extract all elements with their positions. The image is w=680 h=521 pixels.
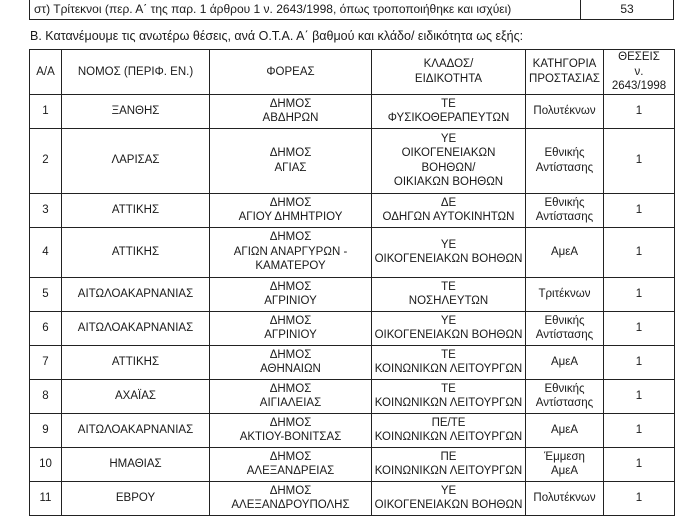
previous-table-last-row [29, 0, 674, 20]
table-row [30, 481, 675, 515]
category-tritekni-text: στ) Τρίτεκνοι (περ. Α΄ της παρ. 1 άρθρου 1 ν. 2643/1998, όπως τροποποιήθηκε και ισχύει) [30, 0, 581, 19]
table-header-row [30, 50, 675, 95]
cell-theseis: 1 [604, 481, 675, 515]
cell-nomos: ΑΤΤΙΚΗΣ [62, 227, 210, 277]
cell-klados: ΤΕ ΚΟΙΝΩΝΙΚΩΝ ΛΕΙΤΟΥΡΓΩΝ [372, 345, 526, 379]
cell-katigoria: Εθνικής Αντίστασης [526, 311, 604, 345]
cell-theseis: 1 [604, 311, 675, 345]
table-row [30, 94, 675, 128]
header-katigoria: ΚΑΤΗΓΟΡΙΑ ΠΡΟΣΤΑΣΙΑΣ [526, 50, 604, 95]
table-row [30, 227, 675, 277]
cell-katigoria: Εθνικής Αντίστασης [526, 128, 604, 193]
cell-theseis: 1 [604, 128, 675, 193]
cell-foreas: ΔΗΜΟΣ ΑΛΕΞΑΝΔΡΟΥΠΟΛΗΣ [210, 481, 372, 515]
table-row [30, 379, 675, 413]
cell-foreas: ΔΗΜΟΣ ΑΓΡΙΝΙΟΥ [210, 311, 372, 345]
cell-aa: 9 [30, 413, 62, 447]
cell-nomos: ΑΙΤΩΛΟΑΚΑΡΝΑΝΙΑΣ [62, 413, 210, 447]
cell-aa: 2 [30, 128, 62, 193]
cell-katigoria: Τριτέκνων [526, 277, 604, 311]
header-nomos: ΝΟΜΟΣ (ΠΕΡΙΦ. ΕΝ.) [62, 50, 210, 95]
cell-klados: ΤΕ ΦΥΣΙΚΟΘΕΡΑΠΕΥΤΩΝ [372, 94, 526, 128]
cell-foreas: ΔΗΜΟΣ ΑΛΕΞΑΝΔΡΕΙΑΣ [210, 447, 372, 481]
cell-nomos: ΑΤΤΙΚΗΣ [62, 193, 210, 227]
cell-katigoria: ΑμεΑ [526, 413, 604, 447]
cell-aa: 5 [30, 277, 62, 311]
cell-foreas: ΔΗΜΟΣ ΑΓΙΟΥ ΔΗΜΗΤΡΙΟΥ [210, 193, 372, 227]
cell-theseis: 1 [604, 94, 675, 128]
cell-nomos: ΕΒΡΟΥ [62, 481, 210, 515]
cell-nomos: ΑΧΑΪΑΣ [62, 379, 210, 413]
cell-aa: 4 [30, 227, 62, 277]
cell-theseis: 1 [604, 345, 675, 379]
cell-klados: ΠΕ ΚΟΙΝΩΝΙΚΩΝ ΛΕΙΤΟΥΡΓΩΝ [372, 447, 526, 481]
cell-aa: 3 [30, 193, 62, 227]
cell-nomos: ΑΤΤΙΚΗΣ [62, 345, 210, 379]
cell-theseis: 1 [604, 277, 675, 311]
category-tritekni-value: 53 [620, 2, 634, 16]
cell-foreas: ΔΗΜΟΣ ΑΓΙΑΣ [210, 128, 372, 193]
cell-theseis: 1 [604, 379, 675, 413]
table-row [30, 345, 675, 379]
cell-aa: 1 [30, 94, 62, 128]
cell-nomos: ΞΑΝΘΗΣ [62, 94, 210, 128]
table-row [30, 311, 675, 345]
cell-foreas: ΔΗΜΟΣ ΑΚΤΙΟΥ-ΒΟΝΙΤΣΑΣ [210, 413, 372, 447]
cell-theseis: 1 [604, 447, 675, 481]
table-row [30, 447, 675, 481]
cell-foreas: ΔΗΜΟΣ ΑΙΓΙΑΛΕΙΑΣ [210, 379, 372, 413]
table-row [30, 128, 675, 193]
cell-foreas: ΔΗΜΟΣ ΑΒΔΗΡΩΝ [210, 94, 372, 128]
cell-klados: ΤΕ ΚΟΙΝΩΝΙΚΩΝ ΛΕΙΤΟΥΡΓΩΝ [372, 379, 526, 413]
table-row [30, 277, 675, 311]
header-klados: ΚΛΑΔΟΣ/ ΕΙΔΙΚΟΤΗΤΑ [372, 50, 526, 95]
cell-theseis: 1 [604, 193, 675, 227]
cell-katigoria: Εθνικής Αντίστασης [526, 193, 604, 227]
cell-theseis: 1 [604, 227, 675, 277]
cell-nomos: ΛΑΡΙΣΑΣ [62, 128, 210, 193]
cell-klados: ΔΕ ΟΔΗΓΩΝ ΑΥΤΟΚΙΝΗΤΩΝ [372, 193, 526, 227]
cell-nomos: ΗΜΑΘΙΑΣ [62, 447, 210, 481]
cell-aa: 7 [30, 345, 62, 379]
cell-nomos: ΑΙΤΩΛΟΑΚΑΡΝΑΝΙΑΣ [62, 311, 210, 345]
section-title: Β. Κατανέμουμε τις ανωτέρω θέσεις, ανά Ο.Τ.Α. Α΄ βαθμού και κλάδο/ ειδικότητα ως εξής: [30, 29, 524, 43]
cell-foreas: ΔΗΜΟΣ ΑΓΙΩΝ ΑΝΑΡΓΥΡΩΝ - ΚΑΜΑΤΕΡΟΥ [210, 227, 372, 277]
cell-nomos: ΑΙΤΩΛΟΑΚΑΡΝΑΝΙΑΣ [62, 277, 210, 311]
cell-foreas: ΔΗΜΟΣ ΑΓΡΙΝΙΟΥ [210, 277, 372, 311]
cell-klados: ΥΕ ΟΙΚΟΓΕΝΕΙΑΚΩΝ ΒΟΗΘΩΝ [372, 481, 526, 515]
cell-katigoria: Πολυτέκνων [526, 94, 604, 128]
cell-katigoria: Εθνικής Αντίστασης [526, 379, 604, 413]
cell-aa: 11 [30, 481, 62, 515]
cell-klados: ΤΕ ΝΟΣΗΛΕΥΤΩΝ [372, 277, 526, 311]
cell-theseis: 1 [604, 413, 675, 447]
cell-klados: ΥΕ ΟΙΚΟΓΕΝΕΙΑΚΩΝ ΒΟΗΘΩΝ [372, 227, 526, 277]
cell-klados: ΥΕ ΟΙΚΟΓΕΝΕΙΑΚΩΝ ΒΟΗΘΩΝ/ ΟΙΚΙΑΚΩΝ ΒΟΗΘΩΝ [372, 128, 526, 193]
table-row [30, 193, 675, 227]
cell-katigoria: ΑμεΑ [526, 345, 604, 379]
cell-foreas: ΔΗΜΟΣ ΑΘΗΝΑΙΩΝ [210, 345, 372, 379]
header-theseis: ΘΕΣΕΙΣ ν. 2643/1998 [604, 50, 675, 95]
cell-katigoria: Πολυτέκνων [526, 481, 604, 515]
header-aa: Α/Α [30, 50, 62, 95]
table-row [30, 413, 675, 447]
cell-aa: 8 [30, 379, 62, 413]
cell-katigoria: Έμμεση ΑμεΑ [526, 447, 604, 481]
header-foreas: ΦΟΡΕΑΣ [210, 50, 372, 95]
cell-aa: 10 [30, 447, 62, 481]
cell-klados: ΥΕ ΟΙΚΟΓΕΝΕΙΑΚΩΝ ΒΟΗΘΩΝ [372, 311, 526, 345]
cell-klados: ΠΕ/ΤΕ ΚΟΙΝΩΝΙΚΩΝ ΛΕΙΤΟΥΡΓΩΝ [372, 413, 526, 447]
cell-katigoria: ΑμεΑ [526, 227, 604, 277]
cell-aa: 6 [30, 311, 62, 345]
positions-table [29, 49, 675, 516]
